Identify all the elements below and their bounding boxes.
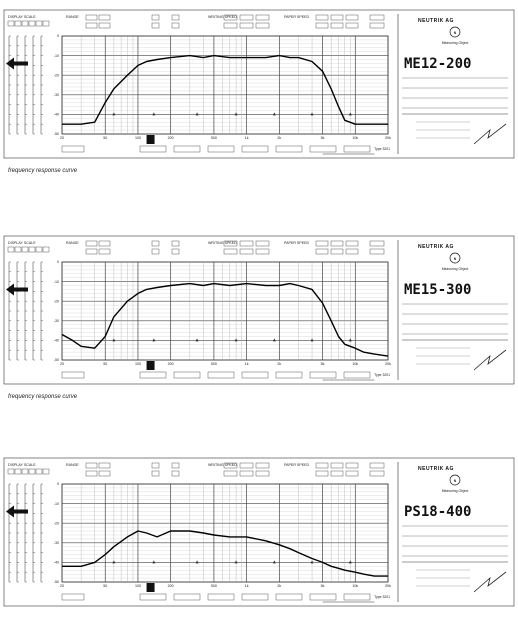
brand-name: NEUTRIK AG <box>418 18 454 24</box>
display-scale-label: DISPLAY SCALE <box>8 463 36 467</box>
x-tick-label: 500 <box>210 362 217 366</box>
x-tick-label: 2k <box>277 362 282 366</box>
y-tick-label: -10 <box>53 279 59 284</box>
x-tick-label: 50 <box>103 136 108 140</box>
x-tick-label: 20 <box>60 584 64 588</box>
display-scale-label: DISPLAY SCALE <box>8 241 36 245</box>
x-tick-label: 1k <box>244 362 249 366</box>
y-tick-label: -50 <box>53 358 59 363</box>
measuring-object-label: Measuring Object <box>441 267 469 271</box>
y-tick-label: -10 <box>53 53 59 58</box>
y-tick-label: -30 <box>53 319 59 323</box>
measuring-object-label: Measuring Object <box>441 489 469 493</box>
y-tick-label: -20 <box>53 73 59 78</box>
type-label: Type 3201 <box>374 147 390 151</box>
type-label: Type 3201 <box>374 373 390 377</box>
brand-logo-glyph: N <box>453 31 457 35</box>
paper-speed-label: PAPER SPEED <box>284 463 310 467</box>
x-tick-label: 1k <box>244 136 249 140</box>
x-tick-label: 500 <box>210 136 217 140</box>
measuring-object-value: ME15-300 <box>404 282 472 298</box>
x-tick-label: 5k <box>320 584 325 588</box>
chart-svg-2 <box>0 232 518 392</box>
measuring-object-label: Measuring Object <box>441 41 469 45</box>
x-tick-label: 2k <box>277 584 282 588</box>
y-tick-label: 0 <box>57 482 59 487</box>
x-tick-label: 100 <box>134 362 141 366</box>
x-tick-label: 100 <box>134 584 141 588</box>
x-tick-label: 500 <box>210 584 217 588</box>
display-scale-label: DISPLAY SCALE <box>8 15 36 19</box>
y-tick-label: -50 <box>53 580 59 585</box>
x-tick-label: 100 <box>134 136 141 140</box>
writing-speed-label: WRITING SPEED <box>208 15 237 19</box>
paper-speed-label: PAPER SPEED <box>284 15 310 19</box>
filter-marker-icon <box>147 361 155 370</box>
y-tick-label: -20 <box>53 521 59 526</box>
x-tick-label: 200 <box>167 136 174 140</box>
x-tick-label: 20k <box>385 362 391 366</box>
x-tick-label: 10k <box>352 136 359 140</box>
x-tick-label: 2k <box>277 136 282 140</box>
x-tick-label: 10k <box>352 584 359 588</box>
filter-marker-icon <box>147 135 155 144</box>
x-tick-label: 20k <box>385 136 391 140</box>
y-tick-label: -10 <box>53 501 59 506</box>
x-tick-label: 5k <box>320 362 325 366</box>
brand-logo-glyph: N <box>453 257 457 261</box>
y-tick-label: -40 <box>53 112 59 117</box>
x-tick-label: 20 <box>60 136 64 140</box>
y-tick-label: -20 <box>53 299 59 304</box>
x-tick-label: 200 <box>167 362 174 366</box>
chart-frame <box>4 10 514 158</box>
brand-logo-glyph: N <box>453 479 457 483</box>
x-tick-label: 50 <box>103 362 108 366</box>
chart-svg-1 <box>0 6 518 166</box>
chart-frame <box>4 236 514 384</box>
range-label: RANGE <box>66 15 79 19</box>
x-tick-label: 50 <box>103 584 108 588</box>
x-tick-label: 10k <box>352 362 359 366</box>
x-tick-label: 200 <box>167 584 174 588</box>
measuring-object-value: PS18-400 <box>404 504 472 520</box>
y-tick-label: -50 <box>53 132 59 137</box>
x-tick-label: 5k <box>320 136 325 140</box>
y-tick-label: -40 <box>53 338 59 343</box>
y-tick-label: -40 <box>53 560 59 565</box>
chart-panel-2 <box>0 232 518 392</box>
caption-2: frequency response curve <box>8 394 78 400</box>
chart-panel-3 <box>0 454 518 614</box>
chart-panel-1 <box>0 6 518 166</box>
x-tick-label: 20k <box>385 584 391 588</box>
brand-name: NEUTRIK AG <box>418 244 454 250</box>
x-tick-label: 20 <box>60 362 64 366</box>
y-tick-label: -30 <box>53 541 59 545</box>
filter-marker-icon <box>147 583 155 592</box>
chart-svg-3 <box>0 454 518 614</box>
y-tick-label: -30 <box>53 93 59 97</box>
y-tick-label: 0 <box>57 260 59 265</box>
paper-speed-label: PAPER SPEED <box>284 241 310 245</box>
brand-name: NEUTRIK AG <box>418 466 454 472</box>
measuring-object-value: ME12-200 <box>404 56 472 72</box>
type-label: Type 3201 <box>374 595 390 599</box>
chart-frame <box>4 458 514 606</box>
writing-speed-label: WRITING SPEED <box>208 241 237 245</box>
writing-speed-label: WRITING SPEED <box>208 463 237 467</box>
x-tick-label: 1k <box>244 584 249 588</box>
caption-1: frequency response curve <box>8 168 78 174</box>
range-label: RANGE <box>66 463 79 467</box>
y-tick-label: 0 <box>57 34 59 39</box>
range-label: RANGE <box>66 241 79 245</box>
